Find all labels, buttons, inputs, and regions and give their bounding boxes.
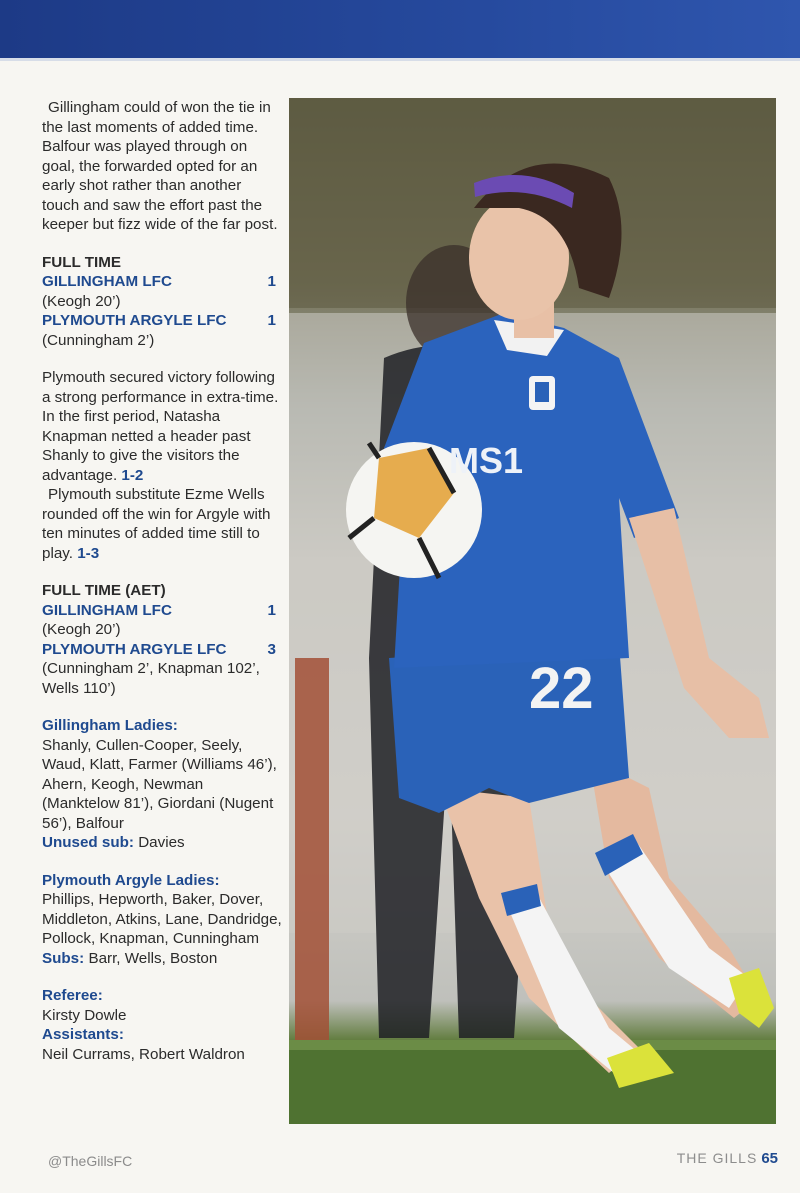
aet-heading: FULL TIME (AET) bbox=[42, 582, 166, 599]
away-team-score: 1 bbox=[267, 312, 276, 329]
match-photo bbox=[289, 98, 776, 1124]
page-number: 65 bbox=[761, 1150, 778, 1167]
assistants-label: Assistants: bbox=[42, 1026, 124, 1043]
header-band bbox=[0, 0, 800, 61]
running-score: 1-2 bbox=[121, 466, 144, 484]
home-team-name: GILLINGHAM LFC bbox=[42, 273, 172, 290]
running-score: 1-3 bbox=[77, 544, 100, 562]
publication-name: THE GILLS bbox=[676, 1150, 758, 1166]
twitter-handle: @TheGillsFC bbox=[48, 1153, 133, 1169]
report-paragraph-winner bbox=[42, 485, 282, 563]
report-paragraph: Gillingham could of won the tie in the last moments of added time. Balfour was played through on goal, the forwarded opted for an early shot rather than another touch and saw the effort past the keeper but fizz wide of the far post. bbox=[42, 99, 278, 233]
subs-line bbox=[42, 949, 282, 969]
unused-sub-line bbox=[42, 833, 282, 853]
home-team-score: 1 bbox=[267, 601, 276, 619]
report-text: Plymouth secured victory following a strong performance in extra-time. In the first period, Natasha Knapman netted a header past Shanly to give the visitors the advantage. bbox=[42, 369, 279, 484]
report-text: Plymouth substitute Ezme Wells rounded off the win for Argyle with ten minutes of added time still to play. bbox=[42, 486, 271, 562]
subs-label: Subs: bbox=[42, 949, 85, 967]
gillingham-lineup: Shanly, Cullen-Cooper, Seely, Waud, Klatt, Farmer (Williams 46’), Ahern, Keogh, Newman (Manktelow 81’), Giordani (Nugent 56’), Balfour bbox=[42, 736, 277, 832]
plymouth-lineup: Phillips, Hepworth, Baker, Dover, Middleton, Atkins, Lane, Dandridge, Pollock, Knapman, Cunningham bbox=[42, 891, 282, 947]
referee-label: Referee: bbox=[42, 987, 103, 1004]
unused-sub-names: Davies bbox=[138, 834, 185, 851]
player-illustration bbox=[289, 98, 776, 1124]
match-report-column bbox=[42, 98, 282, 1064]
aet-away-row bbox=[42, 640, 282, 660]
away-scorers: (Cunningham 2’, Knapman 102’, Wells 110’) bbox=[42, 660, 260, 697]
plymouth-lineup-label: Plymouth Argyle Ladies: bbox=[42, 871, 220, 889]
report-paragraph-extra-time bbox=[42, 368, 282, 485]
unused-sub-label: Unused sub: bbox=[42, 834, 134, 851]
page-footer bbox=[677, 1150, 778, 1167]
away-team-name: PLYMOUTH ARGYLE LFC bbox=[42, 312, 227, 329]
gillingham-lineup-label: Gillingham Ladies: bbox=[42, 717, 178, 734]
home-team-name: GILLINGHAM LFC bbox=[42, 601, 172, 619]
full-time-heading: FULL TIME bbox=[42, 253, 122, 271]
home-team-score: 1 bbox=[267, 273, 276, 290]
away-team-score: 3 bbox=[267, 640, 276, 658]
assistants-names: Neil Currams, Robert Waldron bbox=[42, 1045, 245, 1063]
aet-home-row bbox=[42, 601, 282, 621]
subs-names: Barr, Wells, Boston bbox=[88, 949, 218, 967]
full-time-away-row bbox=[42, 311, 282, 331]
shirt-number: 22 bbox=[529, 656, 594, 721]
home-scorers: (Keogh 20’) bbox=[42, 621, 121, 638]
referee-name: Kirsty Dowle bbox=[42, 1006, 127, 1024]
away-scorers: (Cunningham 2’) bbox=[42, 331, 155, 349]
away-team-name: PLYMOUTH ARGYLE LFC bbox=[42, 640, 227, 658]
home-scorers: (Keogh 20’) bbox=[42, 292, 121, 310]
shirt-sponsor-text: MS1 bbox=[449, 440, 524, 481]
full-time-home-row bbox=[42, 272, 282, 292]
